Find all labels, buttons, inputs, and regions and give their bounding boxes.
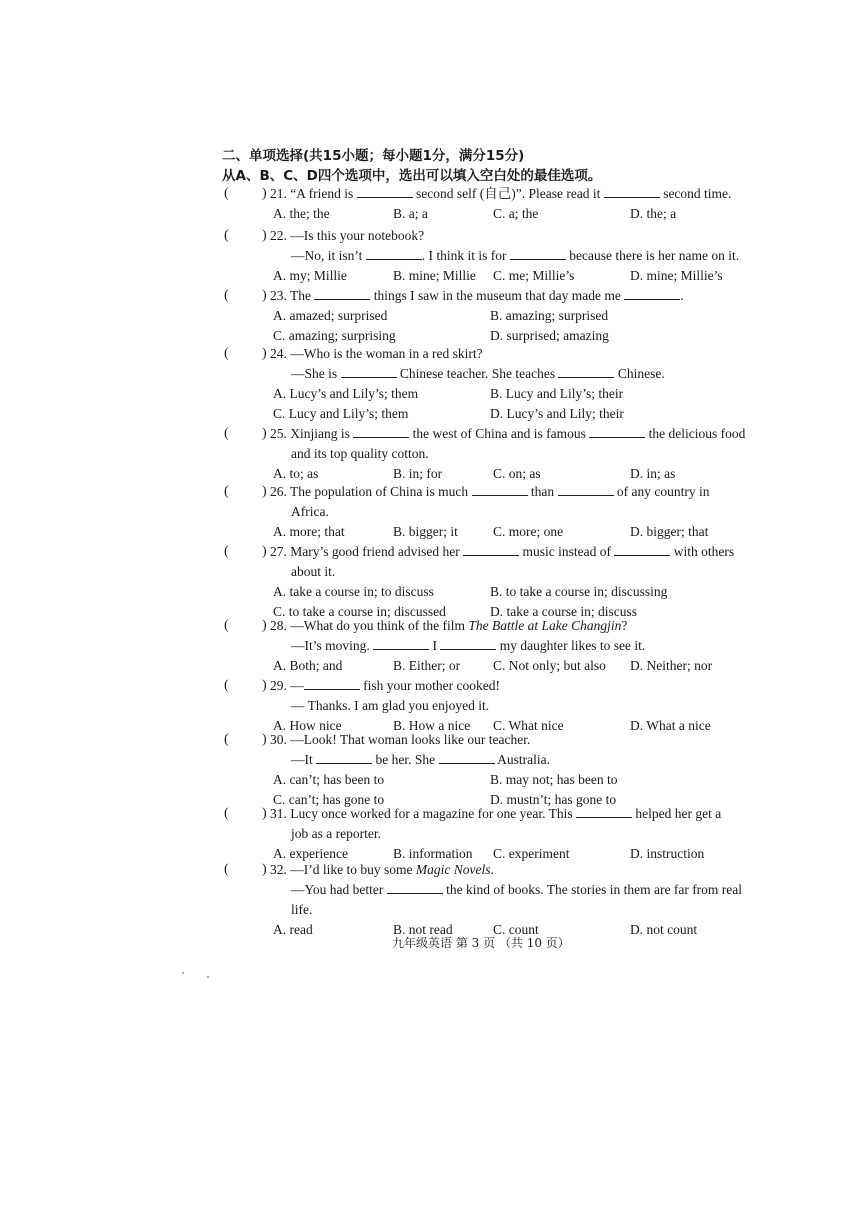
question-stem-line — [270, 346, 483, 362]
option-c: C. on; as — [493, 466, 541, 481]
option-d: D. instruction — [630, 846, 705, 861]
stem-text: . — [490, 862, 494, 877]
option-b: B. in; for — [393, 466, 443, 481]
option-a: A. my; Millie — [273, 268, 347, 283]
answer-blank — [316, 752, 372, 764]
option-a: A. How nice — [273, 718, 342, 733]
stem-text: Lucy once worked for a magazine for one year. This — [290, 806, 577, 821]
stem-text: . I think it is for — [421, 248, 510, 263]
option-a: A. can’t; has been to — [273, 772, 385, 787]
stem-text: . — [680, 288, 684, 303]
answer-paren-open: ( — [224, 806, 229, 821]
stem-text: Australia. — [494, 752, 550, 767]
stem-text: music instead of — [519, 544, 615, 559]
option-c: C. amazing; surprising — [273, 328, 396, 343]
answer-paren-open: ( — [224, 426, 229, 441]
section-instruction: 从A、B、C、D四个选项中，选出可以填入空白处的最佳选项。 — [222, 168, 602, 184]
answer-blank — [353, 426, 409, 438]
question-stem-line — [270, 186, 731, 202]
answer-paren-open: ( — [224, 228, 229, 243]
question-stem-line — [291, 564, 335, 580]
answer-blank — [357, 186, 413, 198]
stem-text: Chinese. — [614, 366, 665, 381]
option-d: D. mine; Millie’s — [630, 268, 723, 283]
stem-text: “A friend is — [290, 186, 357, 201]
answer-paren-close: ) — [262, 732, 267, 747]
stem-text: —You had better — [291, 882, 387, 897]
answer-paren-close: ) — [262, 862, 267, 877]
answer-blank — [373, 638, 429, 650]
stem-text: and its top quality cotton. — [291, 446, 429, 461]
stem-text: be her. She — [372, 752, 439, 767]
stem-text: because there is her name on it. — [565, 248, 740, 263]
option-c: C. Not only; but also — [493, 658, 606, 673]
option-b: B. mine; Millie — [393, 268, 476, 283]
question-number: 24. — [270, 346, 291, 361]
answer-blank — [589, 426, 645, 438]
option-a: A. experience — [273, 846, 348, 861]
answer-paren-close: ) — [262, 618, 267, 633]
answer-paren-close: ) — [262, 544, 267, 559]
stem-text: job as a reporter. — [291, 826, 381, 841]
answer-paren-close: ) — [262, 806, 267, 821]
option-a: A. Both; and — [273, 658, 343, 673]
option-b: B. How a nice — [393, 718, 471, 733]
option-d: D. bigger; that — [630, 524, 709, 539]
option-b: B. a; a — [393, 206, 428, 221]
answer-blank — [614, 544, 670, 556]
scan-speck — [207, 976, 209, 978]
option-b: B. Lucy and Lily’s; their — [490, 386, 624, 401]
stem-text: —Who is the woman in a red skirt? — [290, 346, 483, 361]
answer-paren-open: ( — [224, 544, 229, 559]
question-stem-line — [291, 638, 645, 654]
answer-paren-open: ( — [224, 618, 229, 633]
option-b: B. information — [393, 846, 473, 861]
question-stem-line — [270, 228, 424, 244]
answer-blank — [576, 806, 632, 818]
answer-blank — [624, 288, 680, 300]
stem-text: The population of China is much — [290, 484, 472, 499]
option-c: C. count — [493, 922, 539, 937]
option-d: D. surprised; amazing — [490, 328, 609, 343]
stem-text: about it. — [291, 564, 336, 579]
stem-text: ? — [621, 618, 628, 633]
question-stem-line — [270, 544, 734, 560]
stem-text: the west of China and is famous — [409, 426, 590, 441]
section-title: 二、单项选择(共15小题；每小题1分，满分15分) — [222, 148, 525, 164]
answer-paren-close: ) — [262, 678, 267, 693]
question-stem-line — [270, 678, 500, 694]
answer-blank — [304, 678, 360, 690]
option-a: A. the; the — [273, 206, 330, 221]
answer-blank — [366, 248, 422, 260]
answer-paren-close: ) — [262, 186, 267, 201]
answer-blank — [558, 484, 614, 496]
option-c: C. experiment — [493, 846, 570, 861]
question-stem-line — [270, 806, 721, 822]
option-a: A. Lucy’s and Lily’s; them — [273, 386, 419, 401]
question-stem-line — [291, 826, 381, 842]
option-c: C. a; the — [493, 206, 539, 221]
question-stem-line — [291, 366, 665, 382]
answer-blank — [440, 638, 496, 650]
option-c: C. me; Millie’s — [493, 268, 575, 283]
stem-text: Mary’s good friend advised her — [290, 544, 464, 559]
question-number: 29. — [270, 678, 291, 693]
stem-text: the delicious food — [645, 426, 746, 441]
stem-text: helped her get a — [632, 806, 722, 821]
question-stem-line — [291, 248, 739, 264]
option-d: D. What a nice — [630, 718, 711, 733]
answer-paren-close: ) — [262, 346, 267, 361]
question-stem-line — [291, 504, 329, 520]
stem-text: The — [290, 288, 315, 303]
stem-text: Chinese teacher. She teaches — [396, 366, 559, 381]
stem-text: my daughter likes to see it. — [496, 638, 646, 653]
stem-text: with others — [670, 544, 735, 559]
answer-blank — [341, 366, 397, 378]
answer-blank — [472, 484, 528, 496]
question-number: 25. — [270, 426, 291, 441]
answer-blank — [604, 186, 660, 198]
answer-blank — [463, 544, 519, 556]
question-stem-line — [291, 902, 312, 918]
answer-paren-open: ( — [224, 678, 229, 693]
option-a: A. read — [273, 922, 313, 937]
answer-paren-close: ) — [262, 288, 267, 303]
option-d: D. take a course in; discuss — [490, 604, 637, 619]
question-number: 21. — [270, 186, 291, 201]
option-a: A. amazed; surprised — [273, 308, 388, 323]
stem-text: Xinjiang is — [290, 426, 354, 441]
stem-text: — — [290, 678, 304, 693]
option-c: C. Lucy and Lily’s; them — [273, 406, 409, 421]
answer-blank — [387, 882, 443, 894]
option-a: A. to; as — [273, 466, 319, 481]
option-b: B. bigger; it — [393, 524, 458, 539]
stem-text: the kind of books. The stories in them are far from real — [442, 882, 743, 897]
option-b: B. Either; or — [393, 658, 461, 673]
option-c: C. What nice — [493, 718, 564, 733]
answer-paren-open: ( — [224, 862, 229, 877]
question-stem-line — [270, 862, 494, 878]
option-a: A. take a course in; to discuss — [273, 584, 434, 599]
question-number: 32. — [270, 862, 291, 877]
question-stem-line — [291, 752, 550, 768]
question-number: 31. — [270, 806, 291, 821]
question-number: 27. — [270, 544, 291, 559]
option-a: A. more; that — [273, 524, 345, 539]
stem-text: than — [527, 484, 558, 499]
option-c: C. more; one — [493, 524, 564, 539]
question-number: 22. — [270, 228, 291, 243]
option-b: B. to take a course in; discussing — [490, 584, 668, 599]
answer-paren-close: ) — [262, 426, 267, 441]
stem-text: —Is this your notebook? — [290, 228, 425, 243]
stem-text: —She is — [291, 366, 341, 381]
option-d: D. mustn’t; has gone to — [490, 792, 617, 807]
stem-text: fish your mother cooked! — [359, 678, 500, 693]
answer-paren-close: ) — [262, 228, 267, 243]
stem-text: —It — [291, 752, 317, 767]
answer-paren-open: ( — [224, 186, 229, 201]
option-d: D. in; as — [630, 466, 676, 481]
option-b: B. may not; has been to — [490, 772, 618, 787]
question-number: 23. — [270, 288, 291, 303]
question-stem-line — [270, 732, 530, 748]
question-number: 28. — [270, 618, 291, 633]
stem-text: —No, it isn’t — [291, 248, 366, 263]
stem-text: Magic Novels — [415, 862, 491, 877]
stem-text: —What do you think of the film — [290, 618, 469, 633]
question-stem-line — [270, 618, 627, 634]
stem-text: second time. — [659, 186, 732, 201]
question-stem-line — [291, 698, 489, 714]
stem-text: Africa. — [291, 504, 329, 519]
answer-paren-open: ( — [224, 484, 229, 499]
question-stem-line — [270, 484, 709, 500]
answer-blank — [314, 288, 370, 300]
stem-text: The Battle at Lake Changjin — [468, 618, 622, 633]
stem-text: — Thanks. I am glad you enjoyed it. — [291, 698, 490, 713]
stem-text: I — [429, 638, 441, 653]
option-b: B. amazing; surprised — [490, 308, 609, 323]
stem-text: second self (自己)”. Please read it — [412, 186, 604, 201]
option-d: D. not count — [630, 922, 698, 937]
answer-blank — [558, 366, 614, 378]
option-d: D. the; a — [630, 206, 677, 221]
question-number: 26. — [270, 484, 291, 499]
scan-speck — [182, 972, 184, 974]
question-stem-line — [270, 426, 745, 442]
question-stem-line — [291, 446, 429, 462]
option-b: B. not read — [393, 922, 453, 937]
option-d: D. Neither; nor — [630, 658, 713, 673]
answer-blank — [439, 752, 495, 764]
stem-text: things I saw in the museum that day made me — [370, 288, 625, 303]
answer-paren-open: ( — [224, 346, 229, 361]
stem-text: of any country in — [613, 484, 710, 499]
answer-paren-open: ( — [224, 288, 229, 303]
page-footer: 九年级英语 第 3 页 （共 10 页） — [392, 936, 570, 950]
stem-text: —I’d like to buy some — [290, 862, 416, 877]
question-stem-line — [291, 882, 742, 898]
option-c: C. can’t; has gone to — [273, 792, 385, 807]
question-number: 30. — [270, 732, 291, 747]
answer-paren-open: ( — [224, 732, 229, 747]
option-d: D. Lucy’s and Lily; their — [490, 406, 624, 421]
answer-blank — [510, 248, 566, 260]
stem-text: —Look! That woman looks like our teacher. — [290, 732, 531, 747]
question-stem-line — [270, 288, 684, 304]
stem-text: —It’s moving. — [291, 638, 374, 653]
stem-text: life. — [291, 902, 313, 917]
answer-paren-close: ) — [262, 484, 267, 499]
option-c: C. to take a course in; discussed — [273, 604, 446, 619]
